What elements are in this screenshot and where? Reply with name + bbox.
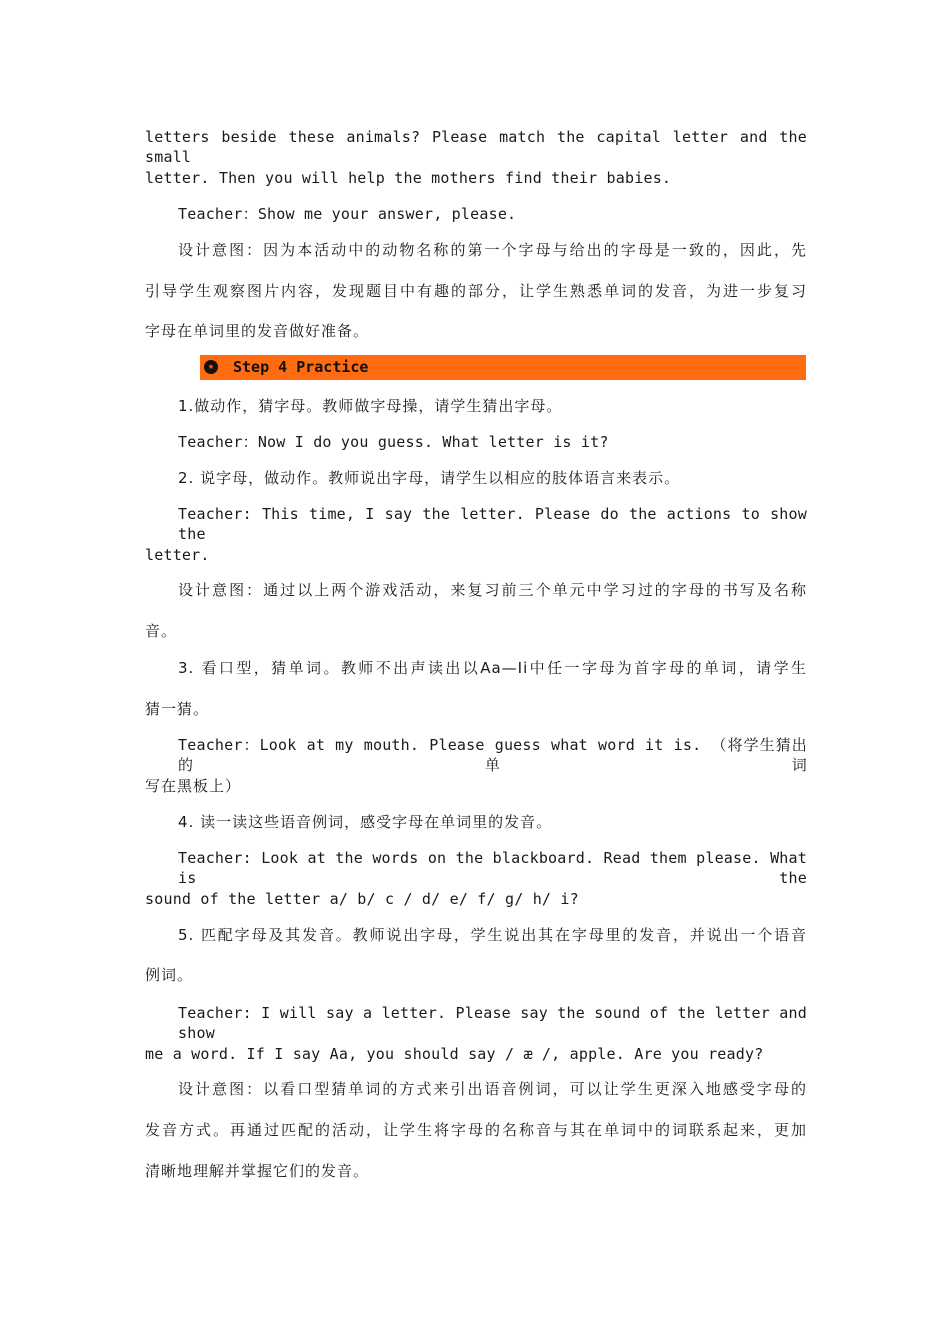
teacher-line: letter. <box>145 546 210 564</box>
teacher-line: 写在黑板上） <box>145 777 242 795</box>
star-icon: ★ <box>204 360 218 374</box>
design-intent-line: 设计意图：因为本活动中的动物名称的第一个字母与给出的字母是一致的，因此，先 <box>178 241 807 259</box>
design-intent-line: 发音方式。再通过匹配的活动，让学生将字母的名称音与其在单词中的词联系起来，更加 <box>145 1121 807 1139</box>
practice-item: 5. 匹配字母及其发音。教师说出字母，学生说出其在字母里的发音，并说出一个语音 <box>178 926 807 944</box>
step-heading-bar <box>200 355 806 380</box>
design-intent-line: 设计意图：以看口型猜单词的方式来引出语音例词，可以让学生更深入地感受字母的 <box>178 1080 807 1098</box>
practice-item: 例词。 <box>145 966 194 984</box>
paragraph-line: letter. Then you will help the mothers find their babies. <box>145 169 672 187</box>
design-intent-line: 字母在单词里的发音做好准备。 <box>145 322 370 340</box>
paragraph-line: Teacher：Show me your answer, please. <box>178 205 517 223</box>
teacher-line: Teacher：Now I do you guess. What letter is it? <box>178 433 609 451</box>
practice-item: 4. 读一读这些语音例词，感受字母在单词里的发音。 <box>178 813 553 831</box>
design-intent-line: 音。 <box>145 622 178 640</box>
practice-item: 1.做动作，猜字母。教师做字母操，请学生猜出字母。 <box>178 397 563 415</box>
teacher-line: Teacher: This time, I say the letter. Please do the actions to show the <box>178 505 807 543</box>
teacher-line: Teacher: I will say a letter. Please say the sound of the letter and show <box>178 1004 807 1042</box>
teacher-line: Teacher: Look at the words on the blackboard. Read them please. What is the <box>178 849 807 887</box>
practice-item: 猜一猜。 <box>145 700 210 718</box>
teacher-line: Teacher：Look at my mouth. Please guess what word it is. （将学生猜出的单词 <box>178 736 807 774</box>
step-heading-label: Step 4 Practice <box>233 358 369 376</box>
design-intent-line: 清晰地理解并掌握它们的发音。 <box>145 1162 370 1180</box>
paragraph-line: letters beside these animals? Please match the capital letter and the small <box>145 128 807 166</box>
design-intent-line: 引导学生观察图片内容，发现题目中有趣的部分，让学生熟悉单词的发音，为进一步复习 <box>145 282 807 300</box>
teacher-line: sound of the letter a/ b/ c / d/ e/ f/ g/ h/ i? <box>145 890 579 908</box>
design-intent-line: 设计意图：通过以上两个游戏活动，来复习前三个单元中学习过的字母的书写及名称 <box>178 581 807 599</box>
practice-item: 2. 说字母，做动作。教师说出字母，请学生以相应的肢体语言来表示。 <box>178 469 681 487</box>
teacher-line: me a word. If I say Aa, you should say / æ /, apple. Are you ready? <box>145 1045 764 1063</box>
practice-item: 3. 看口型，猜单词。教师不出声读出以Aa—Ii中任一字母为首字母的单词，请学生 <box>178 659 807 677</box>
